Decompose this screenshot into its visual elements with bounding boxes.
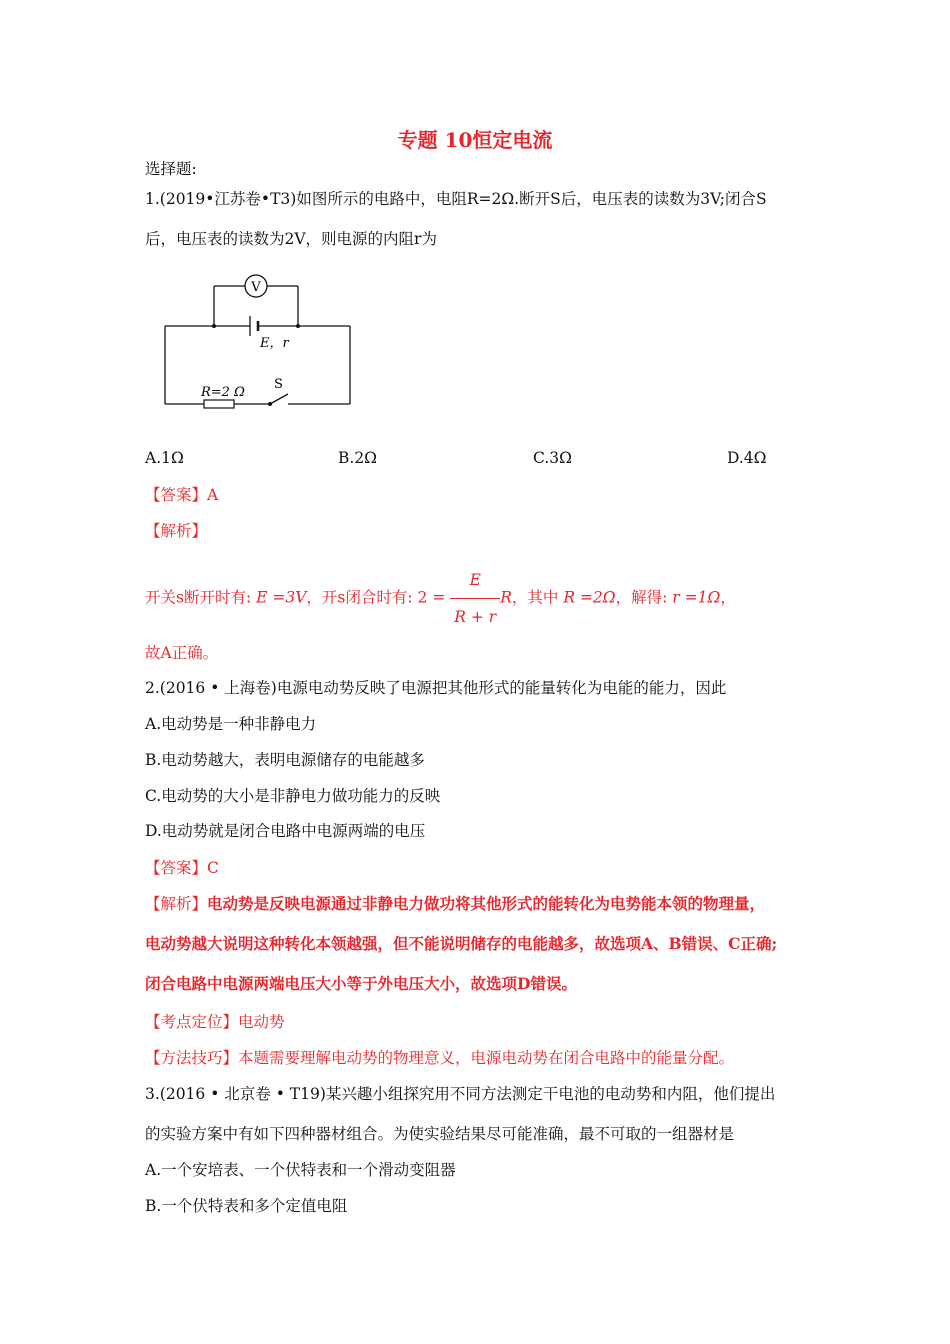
q2-stem: 2.(2016 • 上海卷)电源电动势反映了电源把其他形式的能量转化为电能的能力，因此 [145,679,727,697]
q2-option-b: B.电动势越大，表明电源储存的电能越多 [145,751,425,769]
q1-answer [145,484,218,506]
point-tag: 【考点定位】 [145,1013,239,1031]
equation-answer: r =1Ω [672,588,721,607]
q2-option-d: D.电动势就是闭合电路中电源两端的电压 [145,822,426,840]
q3-stem-line2: 的实验方案中有如下四种器材组合。为使实验结果尽可能准确，最不可取的一组器材是 [145,1125,735,1143]
q1-analysis-tag: 【解析】 [145,522,208,540]
q1-stem-line2: 后，电压表的读数为2V，则电源的内阻r为 [145,230,437,248]
method-tag: 【方法技巧】 [145,1049,239,1067]
q2-analysis-line2: 电动势越大说明这种转化本领越强，但不能说明储存的电能越多，故选项A、B错误、C正确; [145,934,778,953]
q2-analysis-line1 [145,893,765,915]
switch-blade [270,394,288,404]
voltmeter-label: V [251,280,261,295]
q1-stem-line1: 1.(2019•江苏卷•T3)如图所示的电路中，电阻R=2Ω.断开S后，电压表的读数为3V;闭合S [145,190,767,208]
resistor-symbol [204,400,234,408]
fraction-denominator: R + r [454,608,497,626]
answer-tag: 【答案】 [145,859,208,877]
switch-label: S [274,377,283,392]
q2-answer [145,857,219,879]
answer-tag: 【答案】 [145,486,208,504]
q3-stem-line1: 3.(2016 • 北京卷 • T19)某兴趣小组探究用不同方法测定干电池的电动势和内阻，他们提出 [145,1085,776,1103]
q3-option-a: A.一个安培表、一个伏特表和一个滑动变阻器 [145,1161,456,1179]
q1-option-d: D.4Ω [727,449,767,467]
answer-value: A [207,486,219,504]
equation-r: R =2Ω [563,588,616,607]
method-text: 本题需要理解电动势的物理意义，电源电动势在闭合电路中的能量分配。 [238,1049,735,1067]
source-label: E，r [260,336,289,351]
solution-text: ，其中 [511,588,559,607]
analysis-tag: 【解析】 [145,895,208,913]
solution-text: ，解得: [615,588,668,607]
fraction-numerator: E [450,562,500,599]
solution-text: ，开s闭合时有: [306,588,413,607]
q1-option-c: C.3Ω [533,449,572,467]
equation-left: 2 = [417,588,446,607]
q2-analysis-line3: 闭合电路中电源两端电压大小等于外电压大小，故选项D错误。 [145,974,577,993]
solution-text: 开关s断开时有: [145,588,252,607]
equation-e: E =3V [256,588,307,607]
q2-method [145,1047,734,1069]
q2-point [145,1011,285,1033]
q3-option-b: B.一个伏特表和多个定值电阻 [145,1197,348,1215]
analysis-text: 电动势是反映电源通过非静电力做功将其他形式的能转化为电势能本领的物理量， [207,894,766,913]
solution-text: ， [720,588,736,607]
q2-option-c: C.电动势的大小是非静电力做功能力的反映 [145,787,441,805]
point-text: 电动势 [238,1013,285,1031]
resistor-label: R=2 Ω [201,385,245,400]
q2-option-a: A.电动势是一种非静电力 [145,715,317,733]
q1-circuit-diagram [160,270,355,410]
fraction [450,562,500,635]
equation-right: R [500,588,512,607]
q1-solution-line1 [145,562,736,635]
section-label: 选择题: [145,160,197,178]
q1-solution-line2: 故A正确。 [145,644,219,662]
q1-option-a: A.1Ω [145,449,184,467]
q1-option-b: B.2Ω [338,449,378,467]
answer-value: C [207,859,219,877]
page-title: 专题 10恒定电流 [397,128,553,152]
